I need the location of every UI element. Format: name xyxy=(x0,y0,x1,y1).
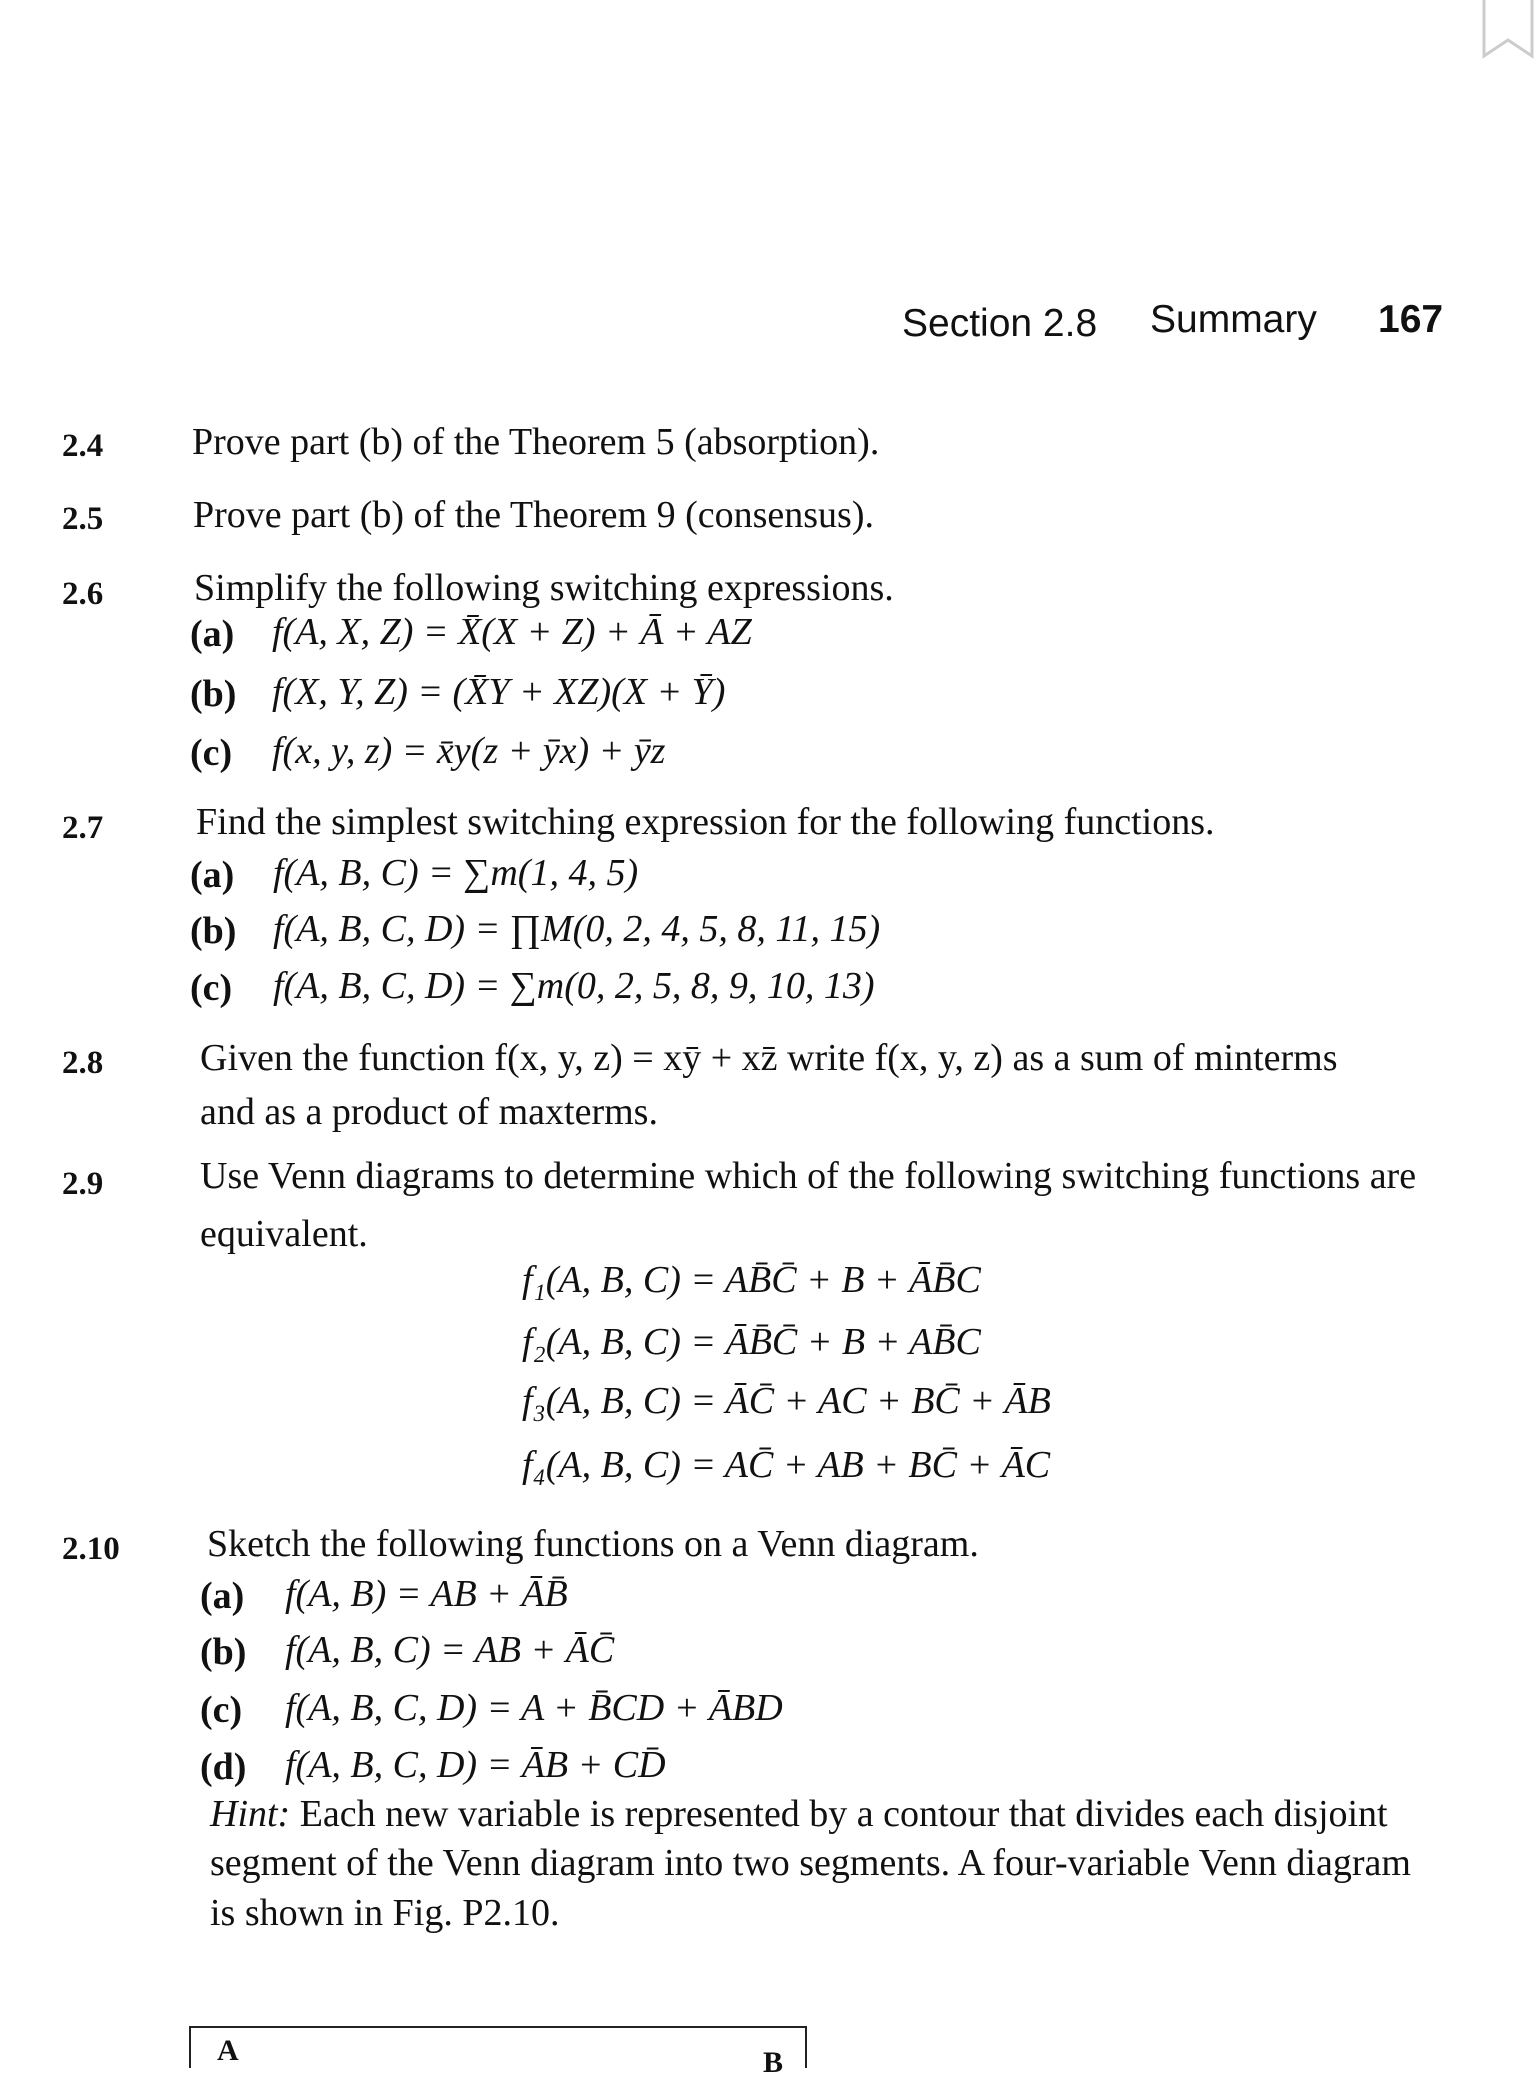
problem-text: Given the function f(x, y, z) = xȳ + xz̄ write f(x, y, z) as a sum of minterms xyxy=(200,1037,1338,1079)
figure-label-b: B xyxy=(763,2046,784,2079)
figure-label-a: A xyxy=(217,2034,239,2067)
section-label: Section 2.8 xyxy=(902,302,1098,345)
expression: f(A, B, C, D) = ∏M(0, 2, 4, 5, 8, 11, 15) xyxy=(273,908,881,950)
hint-text: Each new variable is represented by a contour that divides each disjoint xyxy=(299,1793,1388,1835)
problem-text: Find the simplest switching expression for the following functions. xyxy=(196,801,1215,843)
expression: f(A, B, C, D) = A + B̄CD + ĀBD xyxy=(285,1687,783,1729)
problem-number: 2.9 xyxy=(62,1166,104,1202)
problem-number: 2.10 xyxy=(62,1531,120,1567)
part-label: (a) xyxy=(190,613,235,655)
equation: f₁(A, B, C) = AB̄C̄ + B + ĀB̄C xyxy=(522,1259,981,1301)
equation: f₄(A, B, C) = AC̄ + AB + BC̄ + ĀC xyxy=(522,1444,1051,1486)
problem-text: Prove part (b) of the Theorem 9 (consensus). xyxy=(193,494,874,536)
bookmark-icon[interactable] xyxy=(1480,0,1536,60)
equation: f₃(A, B, C) = ĀC̄ + AC + BC̄ + ĀB xyxy=(522,1380,1051,1422)
problem-number: 2.6 xyxy=(62,576,104,612)
problem-number: 2.8 xyxy=(62,1045,104,1081)
expression: f(x, y, z) = x̄y(z + ȳx) + ȳz xyxy=(272,730,666,772)
problem-number: 2.7 xyxy=(62,810,104,846)
problem-number: 2.5 xyxy=(62,501,104,537)
expression: f(A, B, C) = ∑m(1, 4, 5) xyxy=(273,852,639,894)
expression: f(A, B) = AB + ĀB̄ xyxy=(285,1573,568,1615)
part-label: (a) xyxy=(190,854,235,896)
part-label: (b) xyxy=(200,1631,247,1673)
hint-label: Hint: xyxy=(210,1793,291,1835)
part-label: (a) xyxy=(200,1575,245,1617)
part-label: (c) xyxy=(190,967,233,1009)
problem-text: Simplify the following switching expressions. xyxy=(194,567,894,609)
hint-text: is shown in Fig. P2.10. xyxy=(210,1892,560,1934)
expression: f(A, B, C) = AB + ĀC̄ xyxy=(285,1629,615,1671)
equation: f₂(A, B, C) = ĀB̄C̄ + B + AB̄C xyxy=(522,1321,981,1363)
section-title: Summary xyxy=(1150,298,1317,341)
hint-text: segment of the Venn diagram into two segments. A four-variable Venn diagram xyxy=(210,1842,1411,1884)
part-label: (d) xyxy=(200,1746,247,1788)
problem-text-cont: and as a product of maxterms. xyxy=(200,1091,658,1133)
part-label: (c) xyxy=(190,732,233,774)
page-number: 167 xyxy=(1378,298,1444,341)
part-label: (c) xyxy=(200,1689,243,1731)
problem-text-cont: equivalent. xyxy=(200,1213,368,1255)
venn-figure xyxy=(189,2026,807,2079)
expression: f(A, X, Z) = X̄(X + Z) + Ā + AZ xyxy=(272,611,752,653)
part-label: (b) xyxy=(190,673,237,715)
problem-text: Sketch the following functions on a Venn diagram. xyxy=(207,1523,979,1565)
problem-text: Prove part (b) of the Theorem 5 (absorption). xyxy=(192,421,880,463)
problem-number: 2.4 xyxy=(62,428,104,464)
expression: f(X, Y, Z) = (X̄Y + XZ)(X + Ȳ) xyxy=(272,671,726,713)
expression: f(A, B, C, D) = ∑m(0, 2, 5, 8, 9, 10, 13) xyxy=(273,965,875,1007)
part-label: (b) xyxy=(190,910,237,952)
expression: f(A, B, C, D) = ĀB + CD̄ xyxy=(285,1744,666,1786)
problem-text: Use Venn diagrams to determine which of the following switching functions are xyxy=(200,1155,1417,1197)
